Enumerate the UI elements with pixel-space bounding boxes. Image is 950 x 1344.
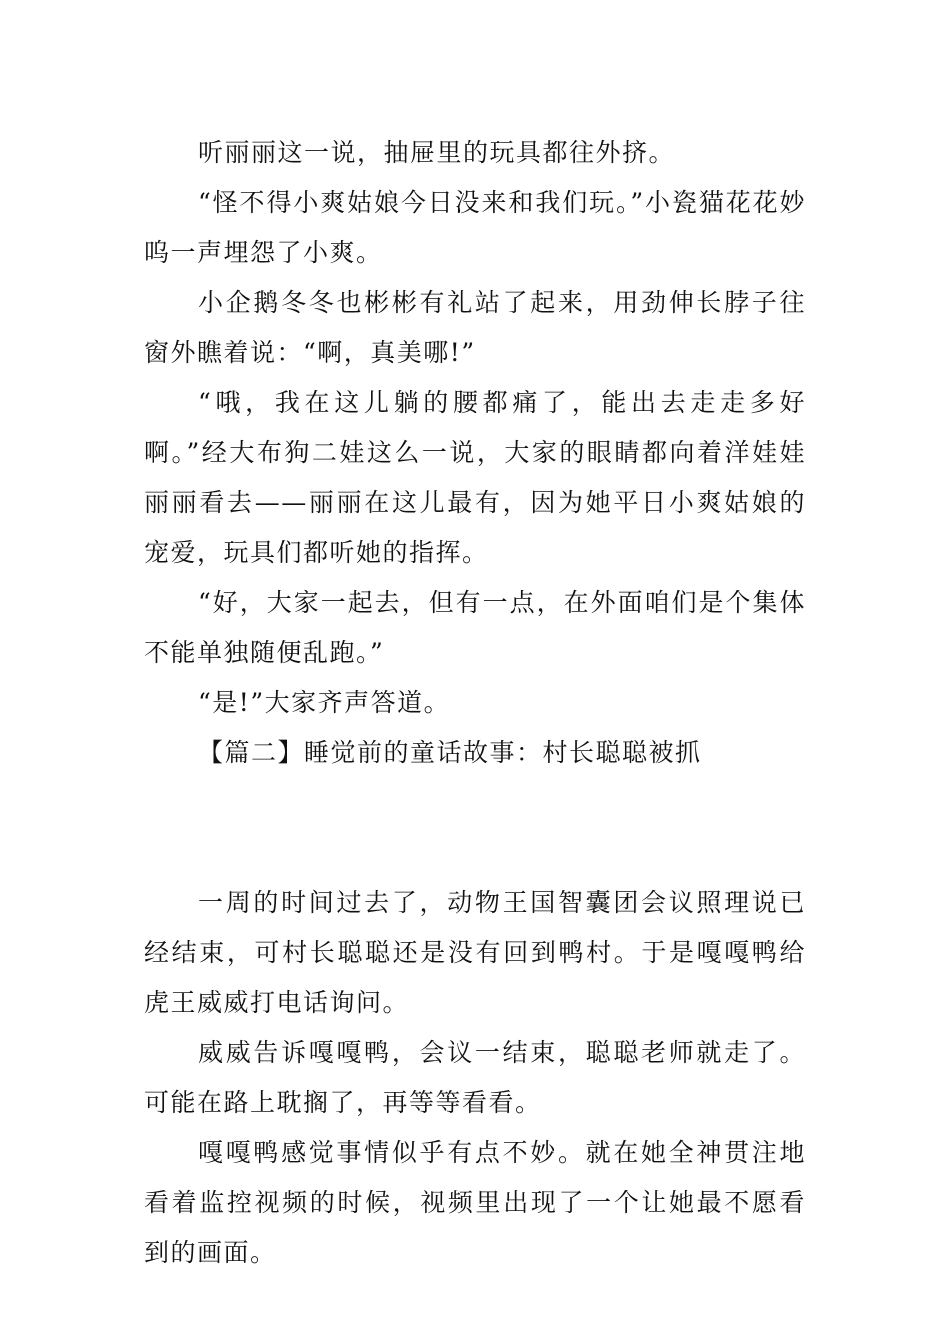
paragraph: 小企鹅冬冬也彬彬有礼站了起来，用劲伸长脖子往窗外瞧着说：“啊，真美哪!”: [144, 288, 806, 367]
paragraph: 听丽丽这一说，抽屉里的玩具都往外挤。: [198, 138, 676, 167]
paragraph: “是!”大家齐声答道。: [198, 688, 451, 717]
paragraph: “好，大家一起去，但有一点，在外面咱们是个集体不能单独随便乱跑。”: [144, 588, 806, 667]
paragraph: 一周的时间过去了，动物王国智囊团会议照理说已经结束，可村长聪聪还是没有回到鸭村。于是嘎嘎鸭给虎王威威打电话询问。: [144, 888, 806, 1017]
paragraph: “哦，我在这儿躺的腰都痛了，能出去走走多好啊。”经大布狗二娃这么一说，大家的眼睛都向着洋娃娃丽丽看去——丽丽在这儿最有，因为她平日小爽姑娘的宠爱，玩具们都听她的指挥。: [144, 388, 806, 567]
paragraph: 嘎嘎鸭感觉事情似乎有点不妙。就在她全神贯注地看着监控视频的时候，视频里出现了一个让她最不愿看到的画面。: [144, 1138, 806, 1267]
paragraph: “怪不得小爽姑娘今日没来和我们玩。”小瓷猫花花妙呜一声埋怨了小爽。: [144, 188, 806, 267]
section-heading: 【篇二】睡觉前的童话故事：村长聪聪被抓: [198, 738, 702, 767]
section-spacer: [144, 778, 806, 878]
paragraph: 威威告诉嘎嘎鸭，会议一结束，聪聪老师就走了。可能在路上耽搁了，再等等看看。: [144, 1038, 806, 1117]
document-body: [144, 128, 806, 1278]
